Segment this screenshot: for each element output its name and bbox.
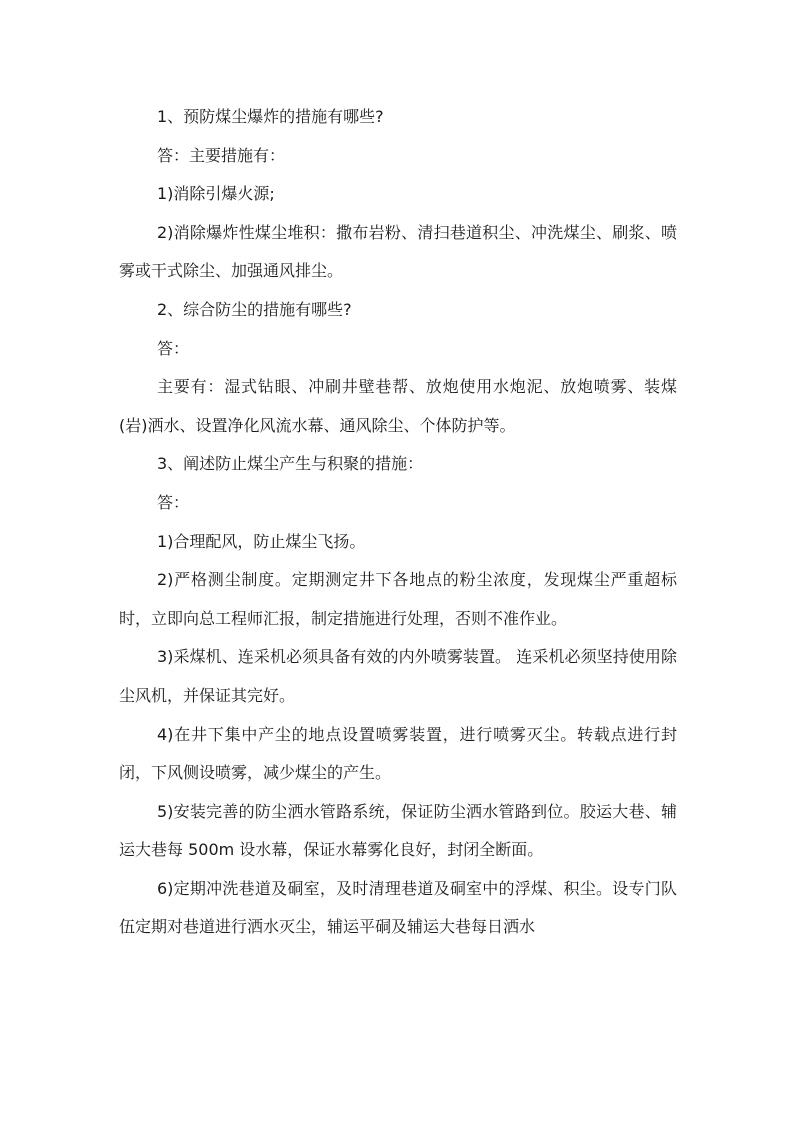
answer-2-label: 答：: [157, 338, 190, 358]
answer-3-item-2: 2)严格测尘制度。定期测定井下各地点的粉尘浓度，发现煤尘严重超标时，立即向总工程师汇报，制定措施进行处理，否则不准作业。: [119, 570, 677, 628]
answer-3-item-3: 3)采煤机、连采机必须具备有效的内外喷雾装置。 连采机必须坚持使用除尘风机，并保证其完好。: [119, 647, 677, 705]
question-3: 3、阐述防止煤尘产生与积聚的措施：: [157, 454, 424, 474]
answer-3-item-1: 1)合理配风，防止煤尘飞扬。: [157, 531, 366, 551]
answer-3-label: 答：: [157, 492, 190, 512]
question-1: 1、预防煤尘爆炸的措施有哪些?: [157, 107, 384, 126]
answer-1-item-2: 2)消除爆炸性煤尘堆积：撒布岩粉、清扫巷道积尘、冲洗煤尘、刷浆、喷雾或干式除尘、加强通风排尘。: [119, 222, 677, 281]
answer-1-intro: 答：主要措施有：: [157, 145, 286, 165]
answer-3-item-4: 4)在井下集中产尘的地点设置喷雾装置，进行喷雾灭尘。转载点进行封闭，下风侧设喷雾，减少煤尘的产生。: [119, 724, 677, 783]
document-body: [119, 98, 677, 947]
answer-1-item-1: 1)消除引爆火源;: [157, 184, 275, 204]
question-2: 2、综合防尘的措施有哪些?: [157, 299, 352, 319]
answer-3-item-5: 5)安装完善的防尘洒水管路系统，保证防尘洒水管路到位。胶运大巷、辅运大巷每 500m 设水幕，保证水幕雾化良好，封闭全断面。: [119, 801, 677, 860]
answer-2-body: 主要有：湿式钻眼、冲刷井壁巷帮、放炮使用水炮泥、放炮喷雾、装煤(岩)洒水、设置净化风流水幕、通风除尘、个体防护等。: [119, 377, 677, 435]
answer-3-item-6: 6)定期冲洗巷道及硐室，及时清理巷道及硐室中的浮煤、积尘。设专门队伍定期对巷道进行洒水灭尘，辅运平硐及辅运大巷每日洒水: [119, 878, 677, 937]
